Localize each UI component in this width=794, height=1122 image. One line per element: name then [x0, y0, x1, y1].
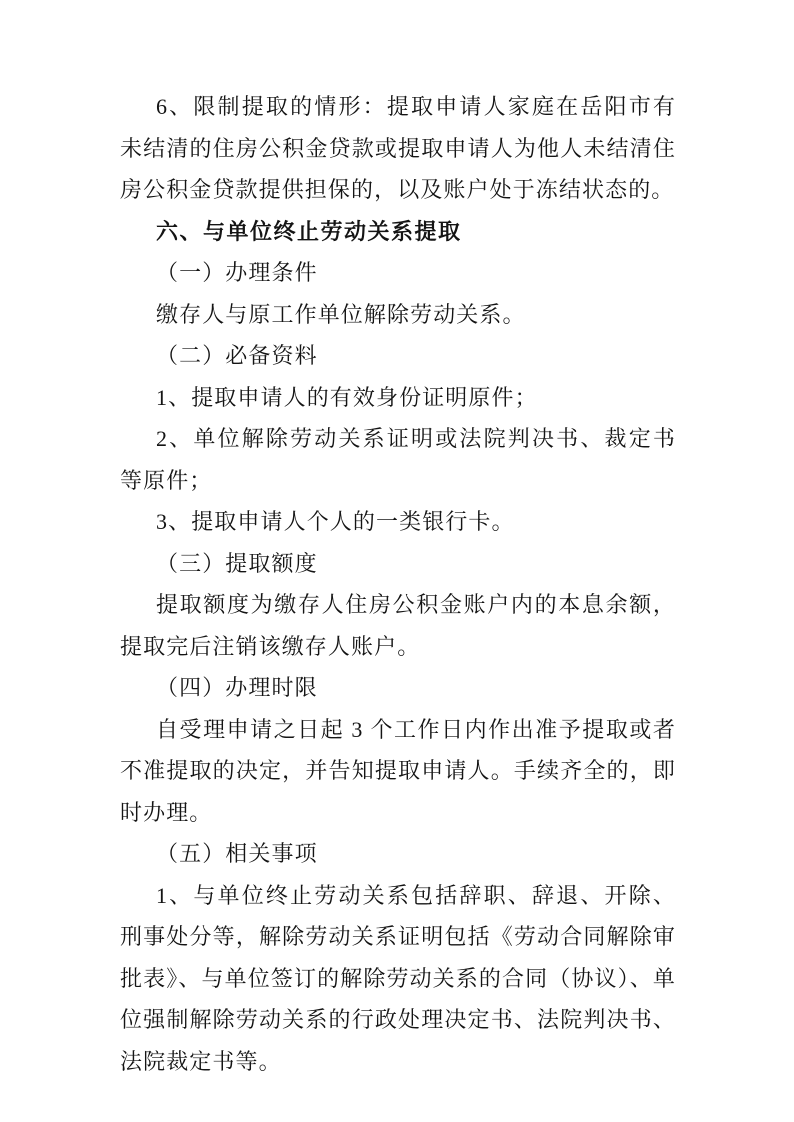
section-heading: 六、与单位终止劳动关系提取: [156, 218, 462, 244]
paragraph: （五）相关事项: [156, 841, 318, 866]
document-body: [120, 86, 676, 1082]
paragraph: 6、限制提取的情形：提取申请人家庭在岳阳市有未结清的住房公积金贷款或提取申请人为他人未结清住房公积金贷款提供担保的，以及账户处于冻结状态的。: [120, 94, 676, 202]
paragraph: 1、提取申请人的有效身份证明原件；: [156, 384, 538, 410]
paragraph: 2、单位解除劳动关系证明或法院判决书、裁定书等原件；: [120, 426, 676, 493]
paragraph: 提取额度为缴存人住房公积金账户内的本息余额，提取完后注销该缴存人账户。: [120, 592, 676, 659]
paragraph: 自受理申请之日起 3 个工作日内作出准予提取或者不准提取的决定，并告知提取申请人。手续齐全的，即时办理。: [120, 716, 676, 825]
paragraph: （一）办理条件: [156, 260, 318, 285]
paragraph: （四）办理时限: [156, 675, 318, 700]
paragraph: （三）提取额度: [156, 550, 318, 576]
paragraph: 3、提取申请人个人的一类银行卡。: [156, 509, 515, 534]
paragraph: 缴存人与原工作单位解除劳动关系。: [156, 301, 526, 327]
paragraph: （二）必备资料: [156, 343, 318, 368]
paragraph: 1、与单位终止劳动关系包括辞职、辞退、开除、刑事处分等，解除劳动关系证明包括《劳动合同解除审批表》、与单位签订的解除劳动关系的合同（协议）、单位强制解除劳动关系的行政处理决定书、法院判决书、法院裁定书等。: [120, 882, 676, 1074]
